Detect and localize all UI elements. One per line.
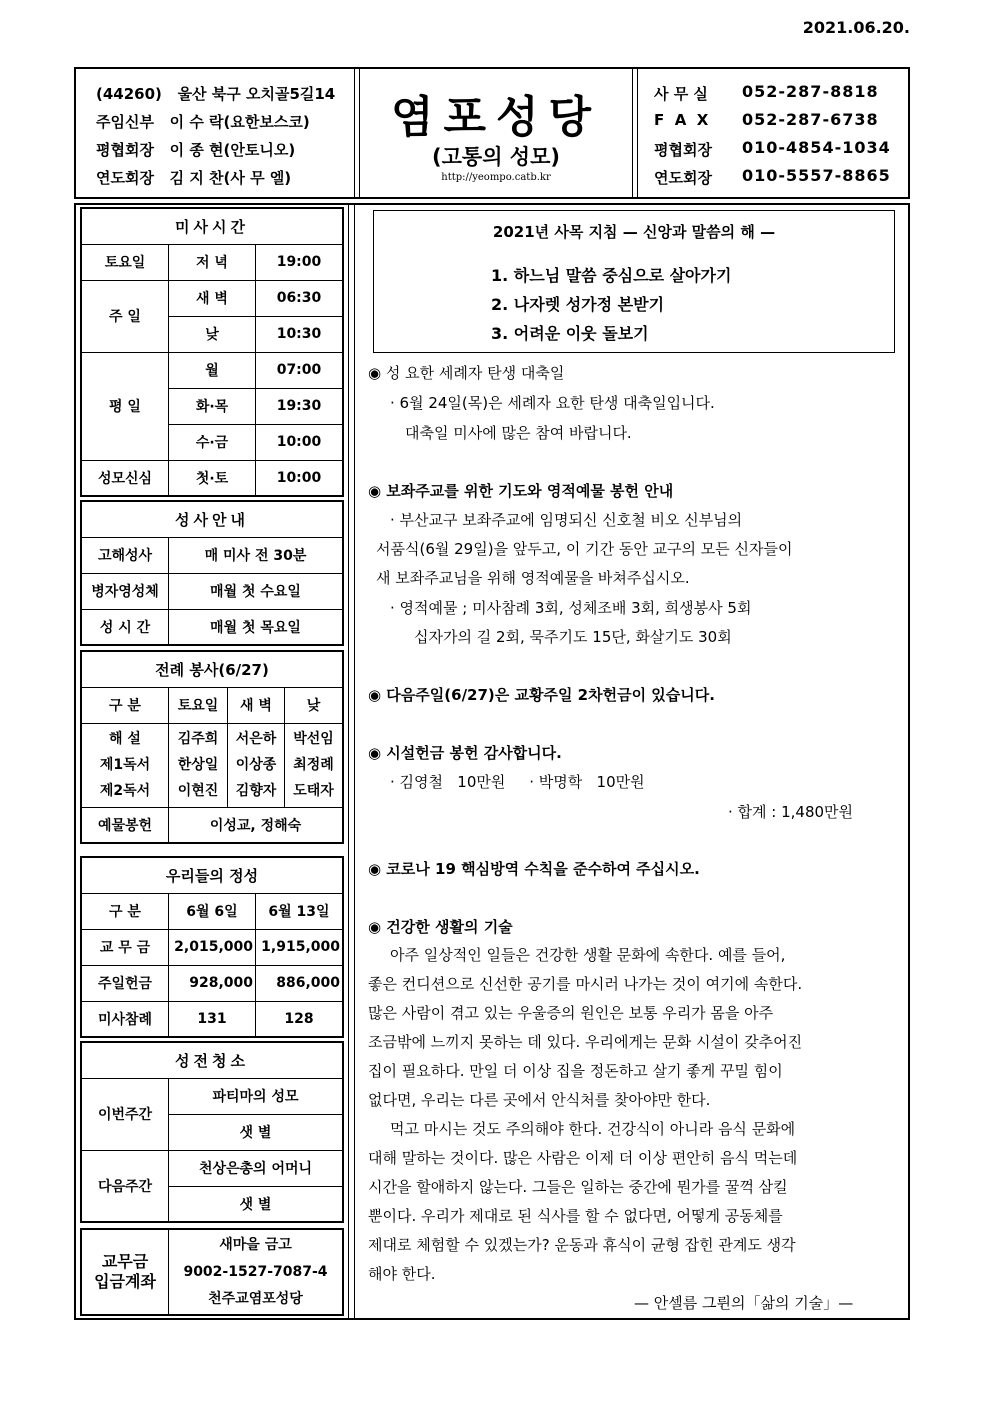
parish-url[interactable]: http://yeompo.catb.kr	[441, 172, 551, 183]
essay-line: 먹고 마시는 것도 주의해야 한다. 건강식이 아니라 음식 문화에	[390, 1120, 796, 1138]
notice-line: 서품식(6월 29일)을 앞두고, 이 기간 동안 교구의 모든 신자들이	[376, 540, 793, 558]
sacrament-label: 고해성사	[81, 537, 169, 573]
cleaning-next-week-label: 다음주간	[81, 1150, 169, 1222]
contact-label: F A X	[654, 111, 709, 129]
parish-subtitle: (고통의 성모)	[432, 145, 560, 169]
liturgy-roles	[81, 723, 169, 807]
liturgy-role: 해 설	[109, 731, 141, 747]
liturgy-person: 이현진	[177, 783, 219, 799]
mass-times-title: 미사시간	[81, 208, 343, 244]
policy-item: 2. 나자렛 성가정 본받기	[491, 295, 665, 314]
cleaning-this-week-label: 이번주간	[81, 1078, 169, 1150]
essay-line: 집이 필요하다. 만일 더 이상 집을 정돈하고 살기 좋게 꾸밀 힘이	[368, 1062, 783, 1080]
mass-time: 10:00	[256, 424, 344, 460]
liturgy-header: 새 벽	[228, 687, 285, 723]
cleaning-group: 샛 별	[169, 1186, 344, 1222]
address-line: (44260) 울산 북구 오치골5길14	[96, 85, 336, 103]
notice-line: · 6월 24일(목)은 세례자 요한 탄생 대축일입니다.	[390, 394, 715, 412]
mass-slot: 낮	[169, 316, 256, 352]
mass-time: 07:00	[256, 352, 344, 388]
mass-time: 10:30	[256, 316, 344, 352]
offering-label: 예물봉헌	[81, 807, 169, 843]
header-divider	[354, 69, 360, 197]
liturgy-person: 최정례	[293, 757, 334, 773]
mass-slot: 저 녁	[169, 244, 256, 280]
essay-line: 제대로 체험할 수 있겠는가? 운동과 휴식이 균형 잡힌 관계도 생각	[368, 1236, 796, 1254]
finance-label: 교 무 금	[81, 929, 169, 965]
essay-line: 뿐이다. 우리가 제대로 된 식사를 할 수 없다면, 어떻게 공동체를	[368, 1207, 783, 1225]
essay-line: 없다면, 우리는 다른 곳에서 안식처를 찾아야만 한다.	[368, 1091, 711, 1109]
cleaning-group: 샛 별	[169, 1114, 344, 1150]
mass-day-weekday: 평 일	[81, 352, 169, 460]
mass-time: 19:00	[256, 244, 344, 280]
essay-line: 시간을 할애하지 않는다. 그들은 일하는 중간에 뭔가를 꿀꺽 삼킬	[368, 1178, 788, 1196]
liturgy-header: 구 분	[81, 687, 169, 723]
mass-times-table	[80, 207, 344, 497]
finance-value: 2,015,000	[169, 929, 256, 965]
essay-line: 대해 말하는 것이다. 많은 사람은 이제 더 이상 편안히 음식 먹는데	[368, 1149, 798, 1167]
donation-total: · 합계 : 1,480만원	[728, 803, 854, 821]
sacrament-value: 매 미사 전 30분	[169, 537, 344, 573]
account-holder: 천주교염포성당	[208, 1290, 303, 1307]
mass-slot: 화·목	[169, 388, 256, 424]
bulletin-date: 2021.06.20.	[802, 18, 910, 37]
account-label-line: 교무금	[101, 1252, 149, 1271]
notice-line: · 부산교구 보좌주교에 임명되신 신호철 비오 신부님의	[390, 511, 743, 529]
liturgy-header: 낮	[285, 687, 344, 723]
contact-label: 연도회장	[654, 169, 712, 187]
sacrament-value: 매월 첫 수요일	[169, 573, 344, 609]
essay-source: — 안셀름 그륀의「삶의 기술」—	[634, 1294, 854, 1312]
essay-line: 해야 한다.	[368, 1265, 436, 1283]
liturgy-person: 도태자	[293, 783, 334, 799]
liturgy-person: 이상종	[235, 757, 277, 773]
sacrament-value: 매월 첫 목요일	[169, 609, 344, 645]
finance-value: 131	[169, 1001, 256, 1037]
notice-line: 새 보좌주교님을 위해 영적예물을 바쳐주십시오.	[376, 569, 690, 587]
essay-line: 아주 일상적인 일들은 건강한 생활 문화에 속한다. 예를 들어,	[390, 946, 786, 964]
mass-slot: 수·금	[169, 424, 256, 460]
sacrament-label: 병자영성체	[81, 573, 169, 609]
policy-item: 3. 어려운 이웃 돌보기	[491, 324, 649, 343]
contact-value: 052-287-6738	[742, 110, 879, 129]
liturgy-person: 한상일	[177, 757, 219, 773]
account-label-line: 입금계좌	[94, 1272, 156, 1291]
liturgy-person: 김향자	[235, 783, 277, 799]
sacrament-table	[80, 500, 344, 646]
cleaning-group: 파티마의 성모	[169, 1078, 344, 1114]
finance-value: 1,915,000	[256, 929, 344, 965]
account-table	[80, 1228, 344, 1316]
column-divider	[348, 203, 355, 1320]
header-box	[74, 67, 910, 199]
finance-header: 6월 6일	[169, 893, 256, 929]
mass-slot: 월	[169, 352, 256, 388]
bank-name: 새마을 금고	[219, 1236, 292, 1253]
header-divider	[632, 69, 638, 197]
parish-title: 염포성당	[390, 92, 601, 143]
liturgy-role: 제2독서	[99, 783, 151, 799]
essay-line: 많은 사람이 겪고 있는 우울증의 원인은 보통 우리가 몸을 아주	[368, 1004, 774, 1022]
contact-value: 052-287-8818	[742, 82, 879, 101]
liturgy-dawn	[228, 723, 285, 807]
contact-value: 010-5557-8865	[742, 166, 891, 185]
finance-value: 886,000	[256, 965, 344, 1001]
mass-time: 19:30	[256, 388, 344, 424]
notice-line: 십자가의 길 2회, 묵주기도 15단, 화살기도 30회	[414, 628, 732, 646]
cleaning-table	[80, 1041, 344, 1223]
notice-line: 대축일 미사에 많은 참여 바랍니다.	[405, 424, 632, 442]
council-president-line: 평협회장 이 종 현(안토니오)	[96, 141, 296, 159]
mass-time: 06:30	[256, 280, 344, 316]
cleaning-title: 성전청소	[81, 1042, 343, 1078]
contact-value: 010-4854-1034	[742, 138, 891, 157]
policy-item: 1. 하느님 말씀 중심으로 살아가기	[491, 266, 732, 285]
donation-line: · 김영철 10만원 · 박명학 10만원	[390, 773, 645, 791]
liturgy-person: 서은하	[235, 731, 277, 747]
policy-title: 2021년 사목 지침 — 신앙과 말씀의 해 —	[492, 223, 776, 241]
contact-label: 사 무 실	[654, 85, 708, 103]
mass-slot: 첫·토	[169, 460, 256, 496]
account-details	[169, 1229, 344, 1315]
finance-table	[80, 856, 344, 1038]
contact-label: 평협회장	[654, 141, 712, 159]
finance-value: 128	[256, 1001, 344, 1037]
mass-day-marian: 성모신심	[81, 460, 169, 496]
offering-value: 이성교, 정해숙	[169, 807, 344, 843]
finance-title: 우리들의 정성	[81, 857, 343, 893]
notice-title: ◉ 시설헌금 봉헌 감사합니다.	[368, 744, 562, 762]
finance-value: 928,000	[169, 965, 256, 1001]
pastor-line: 주임신부 이 수 락(요한보스코)	[96, 113, 310, 131]
notice-title: ◉ 성 요한 세례자 탄생 대축일	[368, 364, 565, 382]
finance-label: 주일헌금	[81, 965, 169, 1001]
liturgy-role: 제1독서	[99, 757, 151, 773]
account-label	[81, 1229, 169, 1315]
notice-line: · 영적예물 ; 미사참례 3회, 성체조배 3회, 희생봉사 5회	[390, 599, 752, 617]
liturgy-person: 박선임	[293, 731, 334, 747]
finance-header: 구 분	[81, 893, 169, 929]
notice-title: ◉ 다음주일(6/27)은 교황주일 2차헌금이 있습니다.	[368, 686, 715, 704]
finance-header: 6월 13일	[256, 893, 344, 929]
essay-line: 조금밖에 느끼지 못하는 데 있다. 우리에게는 문화 시설이 갖추어진	[368, 1033, 803, 1051]
notice-title: ◉ 코로나 19 핵심방역 수칙을 준수하여 주십시오.	[368, 860, 700, 878]
mass-time: 10:00	[256, 460, 344, 496]
liturgy-day	[285, 723, 344, 807]
mass-day-saturday: 토요일	[81, 244, 169, 280]
sacrament-label: 성 시 간	[81, 609, 169, 645]
liturgy-saturday	[169, 723, 228, 807]
essay-line: 좋은 컨디션으로 신선한 공기를 마시러 나가는 것이 여기에 속한다.	[368, 975, 803, 993]
liturgy-header: 토요일	[169, 687, 228, 723]
liturgy-table	[80, 650, 344, 844]
finance-label: 미사참례	[81, 1001, 169, 1037]
pastoral-policy-box	[373, 210, 895, 353]
cleaning-group: 천상은총의 어머니	[169, 1150, 344, 1186]
account-number: 9002-1527-7087-4	[183, 1263, 328, 1280]
sacrament-title: 성사안내	[81, 501, 343, 537]
liturgy-person: 김주희	[177, 731, 219, 747]
mass-day-sunday: 주 일	[81, 280, 169, 352]
notice-title: ◉ 건강한 생활의 기술	[368, 918, 513, 936]
liturgy-title: 전례 봉사(6/27)	[81, 651, 343, 687]
mass-slot: 새 벽	[169, 280, 256, 316]
prayer-president-line: 연도회장 김 지 찬(사 무 엘)	[96, 169, 292, 187]
notice-title: ◉ 보좌주교를 위한 기도와 영적예물 봉헌 안내	[368, 482, 674, 500]
